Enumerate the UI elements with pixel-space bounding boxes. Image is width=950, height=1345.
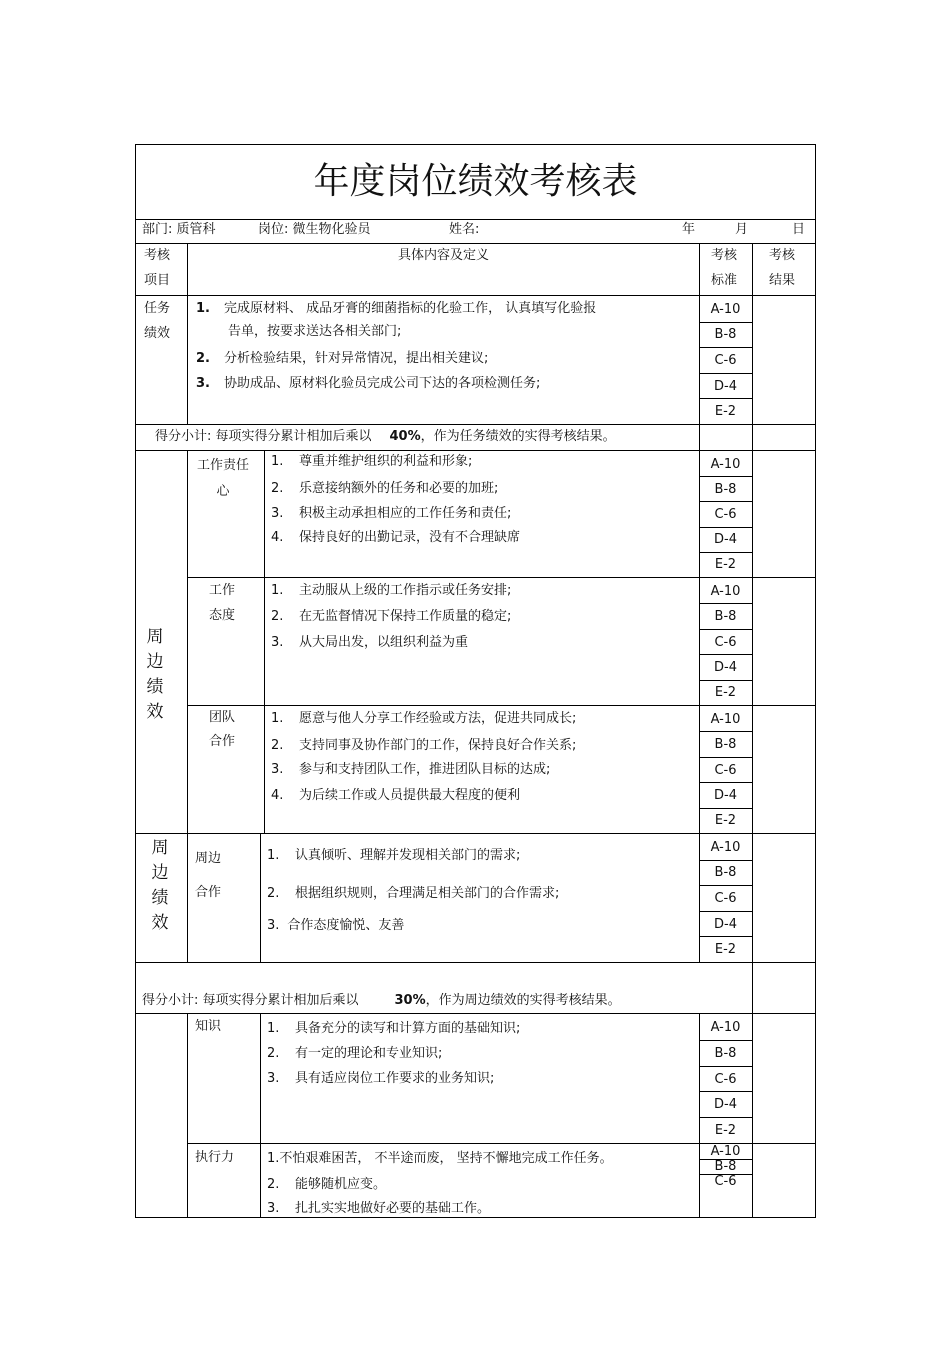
list-item: 2. 支持同事及协作部门的工作，保持良好合作关系; (271, 738, 577, 753)
grade-divider (699, 654, 752, 655)
grade-option: C-6 (714, 353, 737, 368)
year-label: 年 (682, 222, 696, 237)
grade-divider (699, 885, 752, 886)
list-item: 1. 完成原材料、 成品牙膏的细菌指标的化验工作， 认真填写化验报 (196, 301, 597, 316)
grade-divider (699, 1040, 752, 1041)
list-item: 1. 尊重并维护组织的利益和形象; (271, 454, 473, 469)
grade-option: B-8 (714, 327, 737, 343)
name-field: 姓名: (449, 222, 480, 237)
row-divider (135, 295, 816, 296)
form-title: 年度岗位绩效考核表 (313, 161, 638, 202)
grade-divider (699, 860, 752, 861)
grade-option: C-6 (714, 891, 737, 906)
grade-divider (699, 911, 752, 912)
grade-divider (699, 629, 752, 630)
list-item: 2. 有一定的理论和专业知识; (267, 1046, 443, 1061)
peripheral-label: 周边绩效 (146, 627, 164, 722)
list-item: 4. 保持良好的出勤记录，没有不合理缺席 (271, 530, 521, 545)
post-field: 岗位: 微生物化验员 (258, 222, 371, 237)
grade-option: B-8 (714, 481, 737, 497)
row-divider (135, 962, 816, 963)
col-header-standard: 考核标准 (710, 248, 737, 288)
list-item: 4. 为后续工作或人员提供最大程度的便利 (271, 788, 521, 803)
list-item-cont: 告单，按要求送达各相关部门; (228, 324, 402, 339)
list-item: 1. 主动服从上级的工作指示或任务安排; (271, 583, 512, 598)
grade-option: C-6 (714, 507, 737, 522)
list-item: 1. 具备充分的读写和计算方面的基础知识; (267, 1021, 521, 1036)
grade-option: C-6 (714, 634, 737, 650)
list-item: 1. 愿意与他人分享工作经验或方法，促进共同成长; (271, 711, 577, 726)
grade-divider (699, 1091, 752, 1092)
row-divider (135, 219, 816, 220)
col-header-result: 考核结果 (768, 248, 795, 288)
grade-divider (699, 552, 752, 553)
row-divider (135, 1013, 816, 1014)
list-item: 2. 在无监督情况下保持工作质量的稳定; (271, 609, 512, 624)
grade-divider (699, 808, 752, 809)
peripheral2-label: 周边绩效 (151, 838, 169, 933)
grade-divider (699, 782, 752, 783)
grade-divider (699, 1117, 752, 1118)
grade-option: E-2 (714, 813, 737, 829)
grade-option: A-10 (710, 301, 741, 317)
list-item: 2. 乐意接纳额外的任务和必要的加班; (271, 481, 499, 496)
grade-option: E-2 (714, 557, 737, 573)
col-divider (264, 450, 265, 833)
list-item: 2. 根据组织规则，合理满足相关部门的合作需求; (267, 886, 560, 901)
grade-divider (699, 398, 752, 399)
grade-option: C-6 (714, 762, 737, 778)
grade-option: D-4 (714, 1097, 737, 1113)
list-item: 2. 能够随机应变。 (267, 1177, 387, 1192)
grade-divider (699, 936, 752, 937)
group-label-responsibility: 工作责任心 (197, 458, 250, 499)
grade-divider (699, 501, 752, 502)
task-subtotal: 得分小计: 每项实得分累计相加后乘以 40%，作为任务绩效的实得考核结果。 (155, 429, 616, 444)
grade-option: B-8 (714, 609, 737, 625)
col-divider (260, 1013, 261, 1218)
grade-option: D-4 (714, 378, 737, 394)
grade-divider (699, 373, 752, 374)
group-label-attitude: 工作态度 (208, 583, 235, 623)
group-divider (187, 705, 816, 706)
row-divider (135, 833, 816, 834)
peripheral-subtotal: 得分小计: 每项实得分累计相加后乘以 30%，作为周边绩效的实得考核结果。 (142, 993, 621, 1008)
grade-option: D-4 (714, 532, 737, 548)
col-divider (260, 833, 261, 962)
grade-option: A-10 (710, 583, 741, 599)
grade-option: A-10 (710, 456, 741, 472)
grade-divider (699, 476, 752, 477)
grade-option: D-4 (714, 916, 737, 932)
list-item: 3. 合作态度愉悦、友善 (267, 918, 405, 933)
col-divider (752, 243, 753, 1218)
row-divider (135, 424, 816, 425)
grade-option: C-6 (714, 1071, 737, 1087)
col-divider (187, 1013, 188, 1218)
list-item: 3. 积极主动承担相应的工作任务和责任; (271, 506, 512, 521)
grade-divider (699, 322, 752, 323)
grade-option: A-10 (710, 839, 741, 855)
grade-option: B-8 (714, 1045, 737, 1061)
group-label-execution: 执行力 (195, 1150, 235, 1165)
col-header-content: 具体内容及定义 (397, 248, 489, 263)
list-item: 1. 认真倾听、理解并发现相关部门的需求; (267, 848, 521, 863)
list-item: 3. 从大局出发，以组织利益为重 (271, 635, 469, 650)
list-item: 3. 扎扎实实地做好必要的基础工作。 (267, 1201, 491, 1216)
row-divider (135, 450, 816, 451)
grade-option: E-2 (714, 685, 737, 701)
list-item: 2. 分析检验结果，针对异常情况，提出相关建议; (196, 351, 489, 366)
grade-divider (699, 527, 752, 528)
grade-option: B-8 (714, 737, 737, 753)
grade-option: D-4 (714, 787, 737, 803)
group-label-teamwork: 团队合作 (208, 710, 235, 749)
grade-option: B-8 (714, 865, 737, 881)
col-header-item: 考核项目 (143, 248, 170, 288)
day-label: 日 (792, 222, 806, 237)
task-label: 任务绩效 (143, 301, 170, 341)
grade-divider (699, 757, 752, 758)
grade-divider (699, 347, 752, 348)
grade-option: C-6 (714, 1174, 737, 1189)
col-divider (187, 450, 188, 962)
list-item: 3. 参与和支持团队工作，推进团队目标的达成; (271, 762, 551, 777)
list-item: 3. 具有适应岗位工作要求的业务知识; (267, 1071, 495, 1086)
month-label: 月 (735, 222, 749, 237)
grade-divider (699, 603, 752, 604)
list-item: 3. 协助成品、原材料化验员完成公司下达的各项检测任务; (196, 376, 541, 391)
group-label-knowledge: 知识 (195, 1019, 222, 1034)
group-label-cooperation: 周边合作 (195, 851, 222, 900)
grade-option: D-4 (714, 659, 737, 675)
col-divider (187, 243, 188, 424)
grade-divider (699, 680, 752, 681)
grade-option: A-10 (710, 711, 741, 727)
grade-divider (699, 1066, 752, 1067)
grade-divider (699, 731, 752, 732)
grade-option: B-8 (714, 1159, 737, 1175)
grade-option: E-2 (714, 1123, 737, 1139)
grade-option: E-2 (714, 942, 737, 958)
list-item: 1.不怕艰难困苦， 不半途而废， 坚持不懈地完成工作任务。 (267, 1151, 613, 1166)
group-divider (187, 577, 816, 578)
grade-option: A-10 (710, 1019, 741, 1035)
dept-field: 部门: 质管科 (142, 222, 216, 237)
grade-option: A-10 (710, 1144, 741, 1160)
grade-option: E-2 (714, 404, 737, 420)
